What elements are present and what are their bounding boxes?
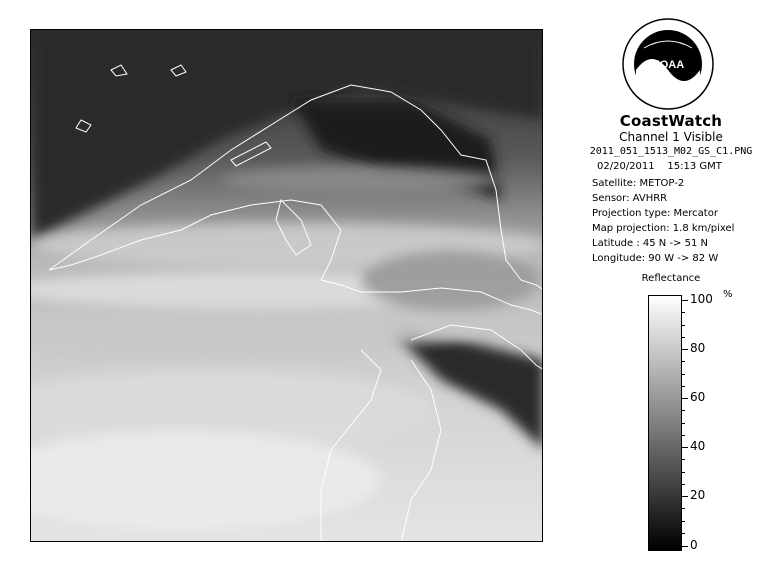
- satellite-line: Satellite: METOP-2: [592, 178, 685, 189]
- satellite-image: [30, 29, 543, 542]
- colorbar-minor-tick: [682, 472, 685, 473]
- colorbar-minor-tick: [682, 435, 685, 436]
- tick-label-20: 20: [690, 488, 706, 502]
- logo-center-text: NOAA: [651, 59, 685, 71]
- colorbar-minor-tick: [682, 337, 685, 338]
- tick-label-0: 0: [690, 538, 698, 552]
- colorbar-minor-tick: [682, 423, 685, 424]
- legend-title: Reflectance: [641, 273, 701, 284]
- colorbar-minor-tick: [682, 484, 685, 485]
- colorbar-tick: [682, 546, 688, 547]
- filename: 2011_051_1513_M02_GS_C1.PNG: [589, 146, 753, 157]
- longitude-line: Longitude: 90 W -> 82 W: [592, 253, 719, 264]
- colorbar-minor-tick: [682, 459, 685, 460]
- projection-type-line: Projection type: Mercator: [592, 208, 718, 219]
- info-sidebar: [560, 0, 782, 572]
- product-title: CoastWatch: [619, 112, 723, 130]
- time-text: 15:13 GMT: [667, 161, 722, 172]
- map-svg: [31, 30, 543, 542]
- colorbar-tick: [682, 349, 688, 350]
- colorbar-minor-tick: [682, 521, 685, 522]
- colorbar-minor-tick: [682, 361, 685, 362]
- colorbar-minor-tick: [682, 410, 685, 411]
- colorbar-minor-tick: [682, 312, 685, 313]
- tick-label-100: 100: [690, 292, 713, 306]
- colorbar-tick: [682, 447, 688, 448]
- noaa-seal-icon: [622, 18, 714, 110]
- colorbar-tick: [682, 398, 688, 399]
- colorbar-minor-tick: [682, 374, 685, 375]
- colorbar-minor-tick: [682, 325, 685, 326]
- channel-subtitle: Channel 1 Visible: [619, 130, 723, 144]
- tick-label-80: 80: [690, 341, 706, 355]
- colorbar-minor-tick: [682, 533, 685, 534]
- colorbar-tick: [682, 496, 688, 497]
- latitude-line: Latitude : 45 N -> 51 N: [592, 238, 708, 249]
- date-text: 02/20/2011: [597, 161, 655, 172]
- legend-unit: %: [723, 289, 733, 300]
- colorbar-minor-tick: [682, 386, 685, 387]
- date-line: [597, 161, 722, 172]
- tick-label-40: 40: [690, 439, 706, 453]
- colorbar-tick: [682, 300, 688, 301]
- tick-label-60: 60: [690, 390, 706, 404]
- map-projection-line: Map projection: 1.8 km/pixel: [592, 223, 735, 234]
- colorbar-minor-tick: [682, 508, 685, 509]
- reflectance-colorbar: [648, 295, 682, 551]
- sensor-line: Sensor: AVHRR: [592, 193, 668, 204]
